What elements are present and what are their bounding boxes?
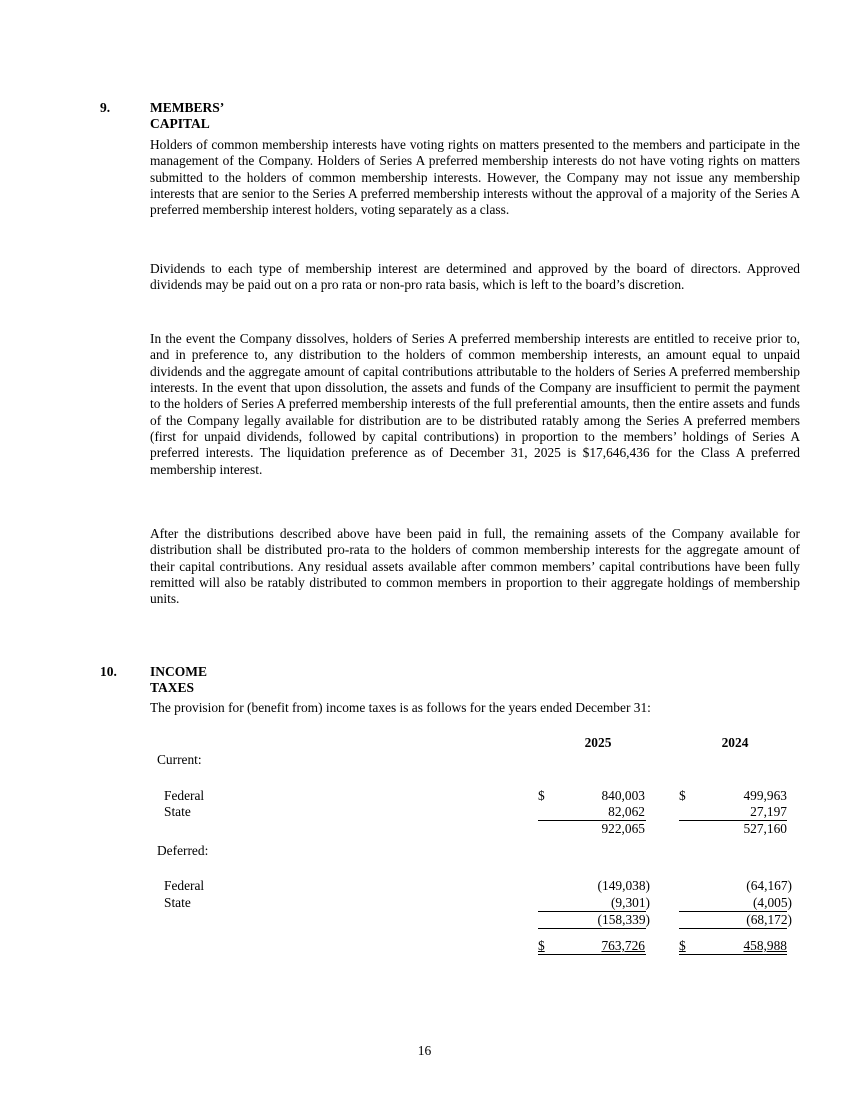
underline [679,928,787,929]
section-number: 10. [100,664,117,679]
paragraph: After the distributions described above have been paid in full, the remaining assets of the Company available for distribution shall be distributed pro-rata to the holders of common membership interests for the aggregate amount of their capital contributions. Any residual assets available after common members’ capital contributions have been fully remitted will also be ratably distributed to common members in proportion to their aggregate holdings of membership units. [150,526,800,607]
cell-value: (64,167) [746,878,792,893]
cell-value: (158,339) [597,912,650,927]
row-label: Federal [164,878,205,893]
total-value-2024: 458,988 [743,938,787,953]
cell-value: 499,963 [743,788,787,803]
currency-symbol: $ [538,938,545,953]
page-number: 16 [417,1043,432,1058]
cell-value: 922,065 [601,821,645,836]
total-value-2025: 763,726 [601,938,645,953]
cell-value: 527,160 [743,821,787,836]
row-label-current: Current: [157,752,202,767]
underline [538,928,646,929]
section-number: 9. [100,100,111,115]
row-label: State [164,895,191,910]
cell-value: (4,005) [752,895,792,910]
paragraph: Holders of common membership interests have voting rights on matters presented to the members and participate in the management of the Company. Holders of Series A preferred membership interests do not have voting rights on matters submitted to the holders of common membership interests. However, the Company may not issue any membership interests that are senior to the Series A preferred membership interests without the approval of a majority of the Series A preferred membership interest holders, voting separately as a class. [150,137,800,218]
section-title: INCOME TAXES [150,664,207,695]
cell-value: 840,003 [601,788,645,803]
row-label-deferred: Deferred: [157,843,209,858]
cell-value: (149,038) [597,878,650,893]
row-label: State [164,804,191,819]
currency-symbol: $ [679,938,686,953]
section-title: MEMBERS’ CAPITAL [150,100,224,131]
cell-value: (9,301) [610,895,650,910]
cell-value: (68,172) [746,912,792,927]
paragraph: Dividends to each type of membership interest are determined and approved by the board of directors. Approved dividends may be paid out on a pro rata or non-pro rata basis, which is left to the board’s discretion. [150,261,800,293]
underline [538,954,646,955]
paragraph: In the event the Company dissolves, holders of Series A preferred membership interests are entitled to receive prior to, and in preference to, any distribution to the holders of common membership interests, an amount equal to unpaid dividends and the aggregate amount of capital contributions attributable to the holders of Series A preferred membership interests. In the event that upon dissolution, the assets and funds of the Company are insufficient to permit the payment to the holders of Series A preferred membership interests of the full preferential amounts, then the entire assets and funds of the Company legally available for distribution are to be distributed ratably among the Series A preferred members (first for unpaid dividends, followed by capital contributions) in proportion to the members’ holdings of Series A preferred interests. The liquidation preference as of December 31, 2025 is $17,646,436 for the Class A preferred membership interest. [150,331,800,477]
column-header-2025: 2025 [584,735,612,750]
cell-value: 82,062 [608,804,645,819]
row-label: Federal [164,788,205,803]
column-header-2024: 2024 [721,735,749,750]
underline [679,954,787,955]
currency-symbol: $ [538,788,545,803]
paragraph: The provision for (benefit from) income taxes is as follows for the years ended December 31: [150,700,651,715]
currency-symbol: $ [679,788,686,803]
cell-value: 27,197 [750,804,787,819]
